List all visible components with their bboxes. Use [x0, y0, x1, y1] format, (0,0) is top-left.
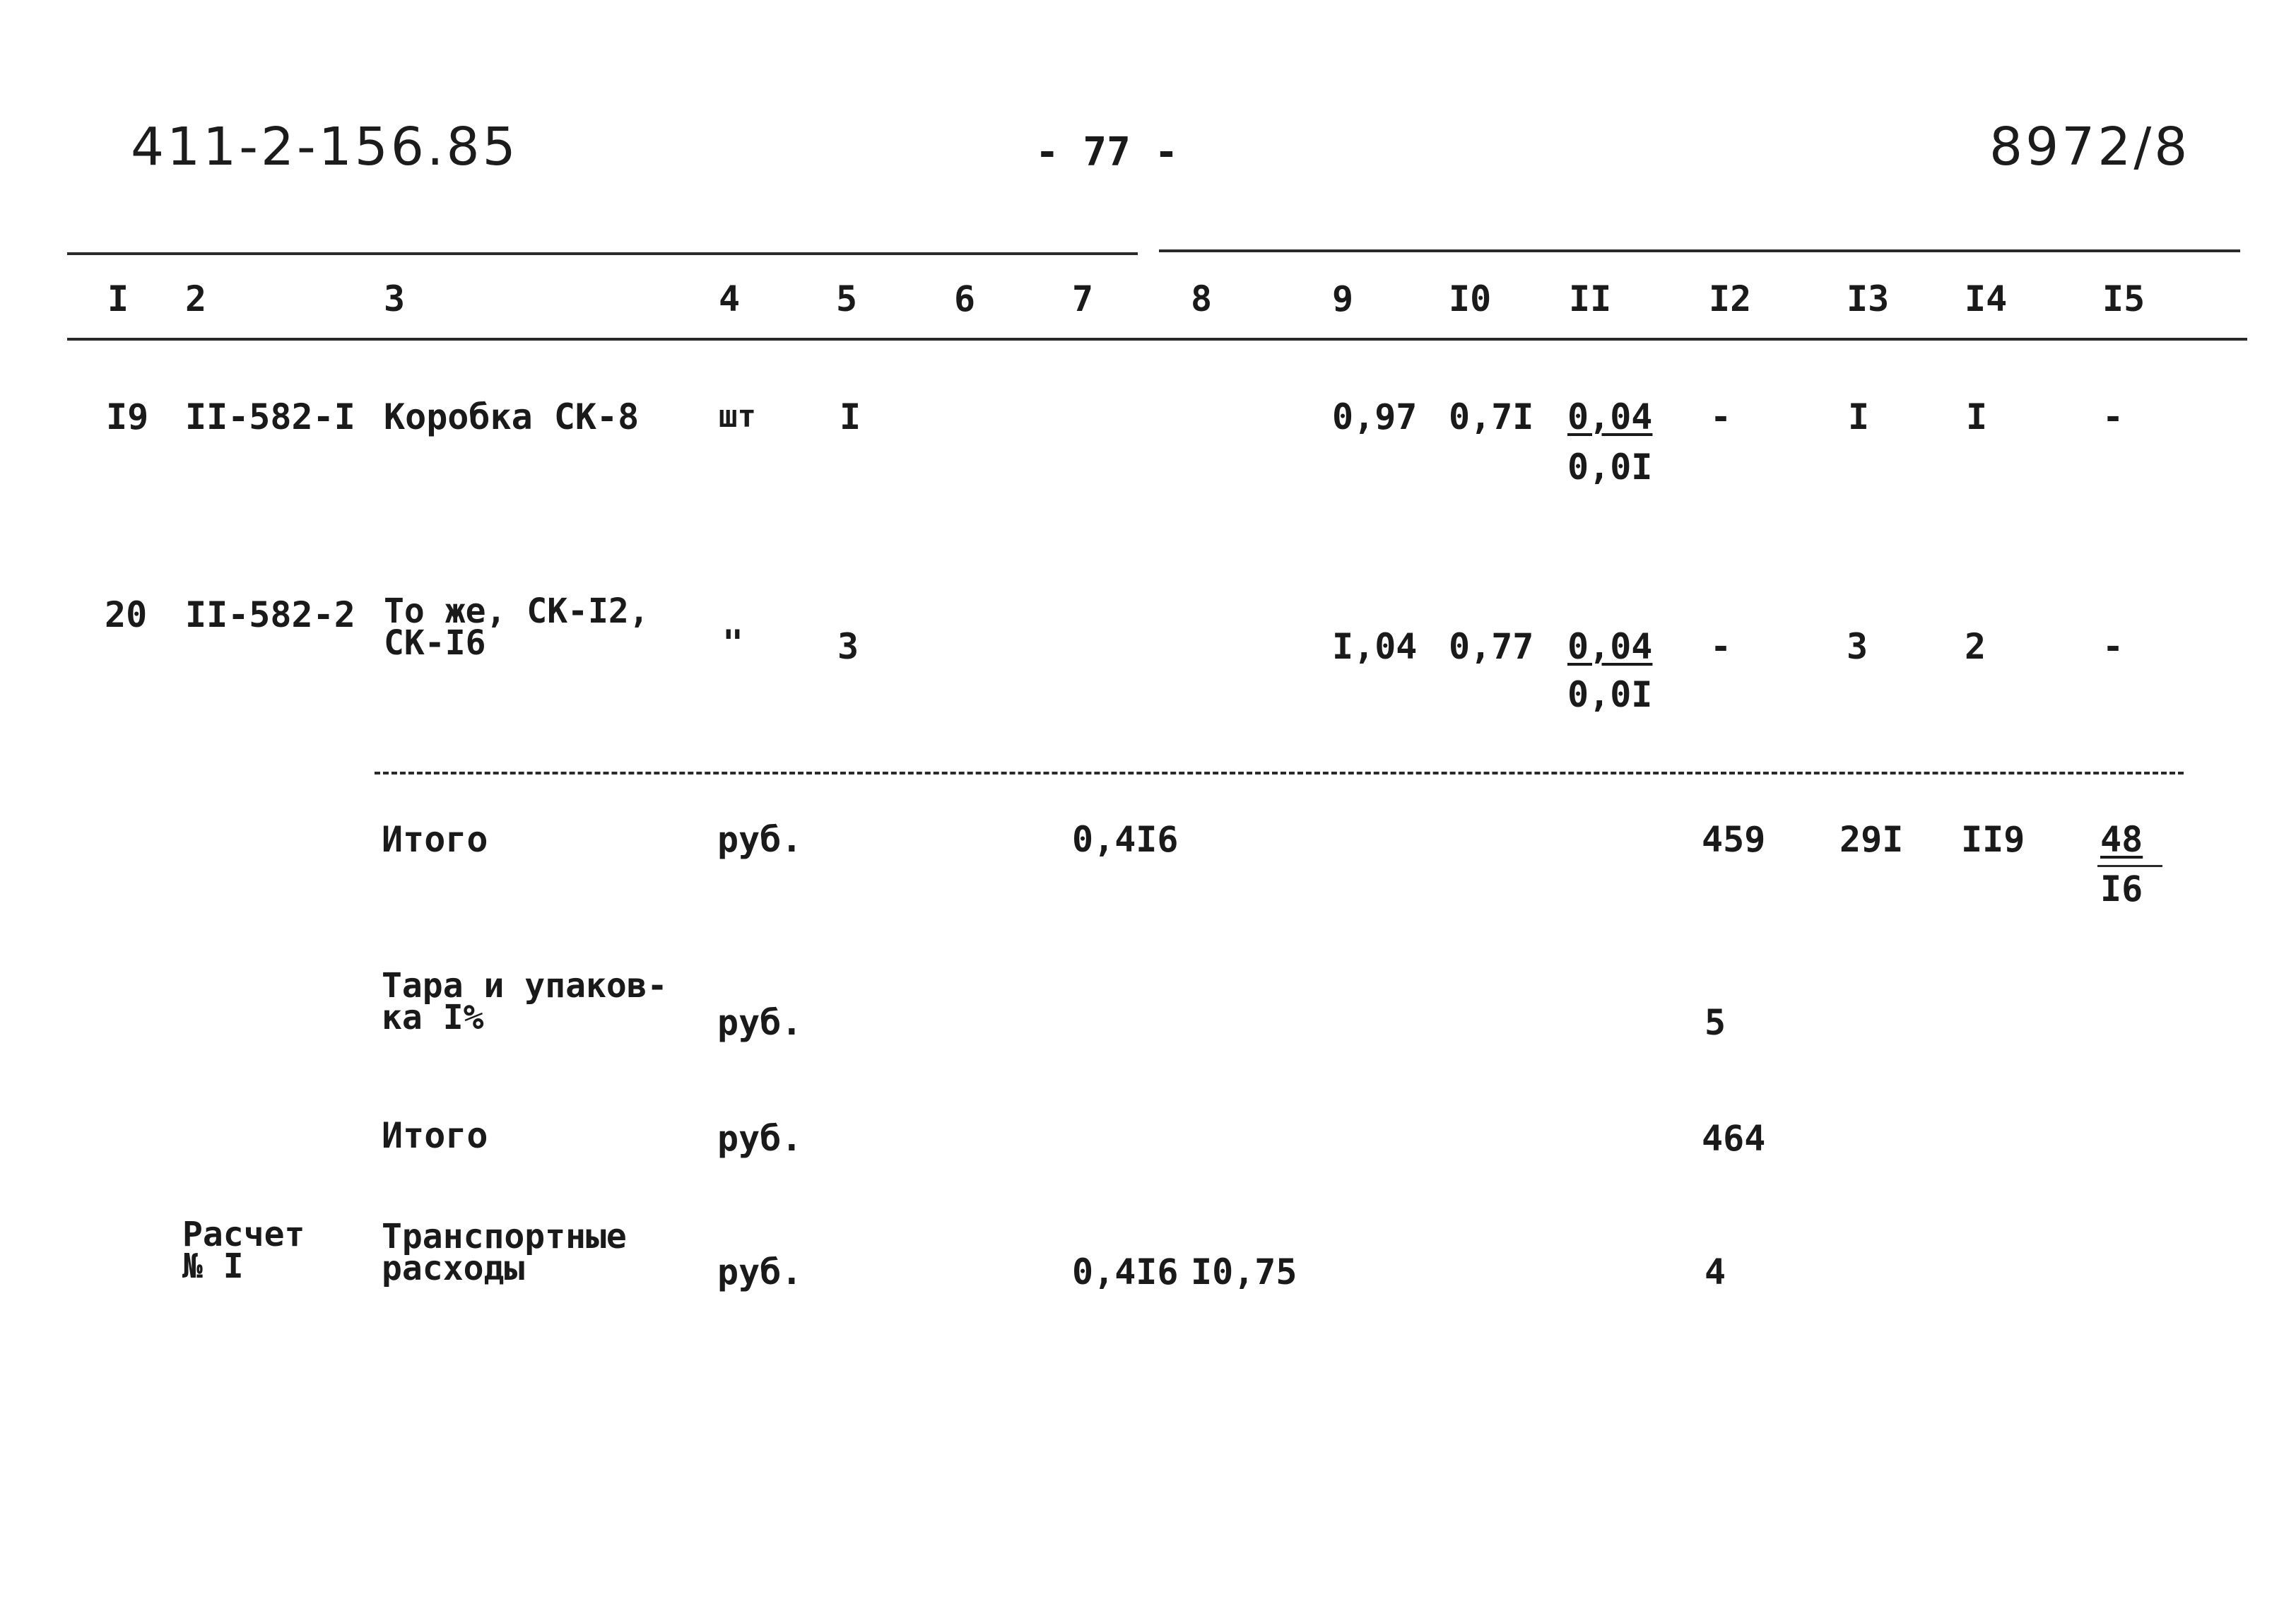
- row-col12: -: [1710, 626, 1732, 667]
- row-number: I9: [106, 396, 149, 437]
- col-header-9: 9: [1332, 278, 1354, 319]
- row-col5: 3: [837, 626, 859, 667]
- sheet-number: 8972/8: [1989, 117, 2191, 177]
- total-col15-denominator: I6: [2100, 868, 2143, 909]
- totals-separator-rule: [375, 772, 2184, 775]
- row-col11-numerator: 0,04: [1567, 396, 1653, 437]
- total-col12: 5: [1705, 1002, 1726, 1043]
- total-name: Итого: [382, 1115, 488, 1156]
- col-header-8: 8: [1191, 278, 1213, 319]
- top-rule-right: [1159, 249, 2240, 252]
- total-col15-numerator: 48: [2100, 819, 2143, 860]
- row-col14: 2: [1965, 626, 1986, 667]
- header-bottom-rule: [67, 338, 2247, 341]
- col-header-11: II: [1569, 278, 1612, 319]
- row-col12: -: [1710, 396, 1732, 437]
- col-header-3: 3: [384, 278, 406, 319]
- total-code-line2: № I: [182, 1247, 244, 1286]
- row-col9: I,04: [1332, 626, 1418, 667]
- row-number: 20: [105, 594, 148, 635]
- row-col11-numerator: 0,04: [1567, 626, 1653, 667]
- total-name-line2: расходы: [382, 1249, 525, 1288]
- row-code: II-582-I: [185, 396, 355, 437]
- total-col7: 0,4I6: [1072, 819, 1179, 860]
- row-unit: шт: [719, 399, 756, 435]
- row-col15: -: [2102, 396, 2124, 437]
- col-header-1: I: [107, 278, 129, 319]
- col-header-15: I5: [2102, 278, 2145, 319]
- row-name: Коробка СК-8: [384, 396, 640, 437]
- col-header-12: I2: [1709, 278, 1752, 319]
- row-col5: I: [840, 396, 861, 437]
- total-unit: руб.: [717, 1251, 803, 1292]
- row-col13: I: [1848, 396, 1870, 437]
- total-col12: 4: [1705, 1251, 1726, 1292]
- row-col15: -: [2102, 626, 2124, 667]
- col-header-7: 7: [1072, 278, 1094, 319]
- col-header-5: 5: [836, 278, 858, 319]
- total-unit: руб.: [717, 1118, 803, 1159]
- row-col11-denominator: 0,0I: [1567, 674, 1653, 715]
- row-unit: ": [722, 623, 744, 664]
- col-header-13: I3: [1847, 278, 1890, 319]
- total-unit: руб.: [717, 819, 803, 860]
- total-col12: 459: [1702, 819, 1766, 860]
- total-name-line2: ка I%: [382, 998, 484, 1037]
- top-rule-left: [67, 252, 1138, 255]
- col-header-2: 2: [185, 278, 207, 319]
- row-col10: 0,7I: [1449, 396, 1534, 437]
- col-header-14: I4: [1965, 278, 2008, 319]
- page-number: - 77 -: [1035, 129, 1179, 175]
- total-col12: 464: [1702, 1118, 1766, 1159]
- row-name-line2: СК-I6: [384, 623, 486, 663]
- total-name-line1: Тара и упаков-: [382, 966, 668, 1006]
- total-name: Итого: [382, 819, 488, 860]
- total-col8: I0,75: [1191, 1251, 1297, 1292]
- total-name-line1: Транспортные: [382, 1217, 627, 1256]
- total-unit: руб.: [717, 1002, 803, 1043]
- total-col15-fraction-bar: [2097, 865, 2162, 867]
- total-col7: 0,4I6: [1072, 1251, 1179, 1292]
- row-code: II-582-2: [185, 594, 355, 635]
- row-col13: 3: [1847, 626, 1868, 667]
- total-code-line1: Расчет: [182, 1215, 305, 1254]
- total-col13: 29I: [1839, 819, 1904, 860]
- row-name-line1: То же, СК-I2,: [384, 591, 649, 631]
- row-col10: 0,77: [1449, 626, 1534, 667]
- col-header-10: I0: [1449, 278, 1492, 319]
- col-header-6: 6: [954, 278, 976, 319]
- total-col14: II9: [1961, 819, 2025, 860]
- row-col14: I: [1966, 396, 1988, 437]
- document-code: 411-2-156.85: [131, 117, 519, 177]
- row-col9: 0,97: [1332, 396, 1418, 437]
- col-header-4: 4: [719, 278, 741, 319]
- row-col11-denominator: 0,0I: [1567, 447, 1653, 488]
